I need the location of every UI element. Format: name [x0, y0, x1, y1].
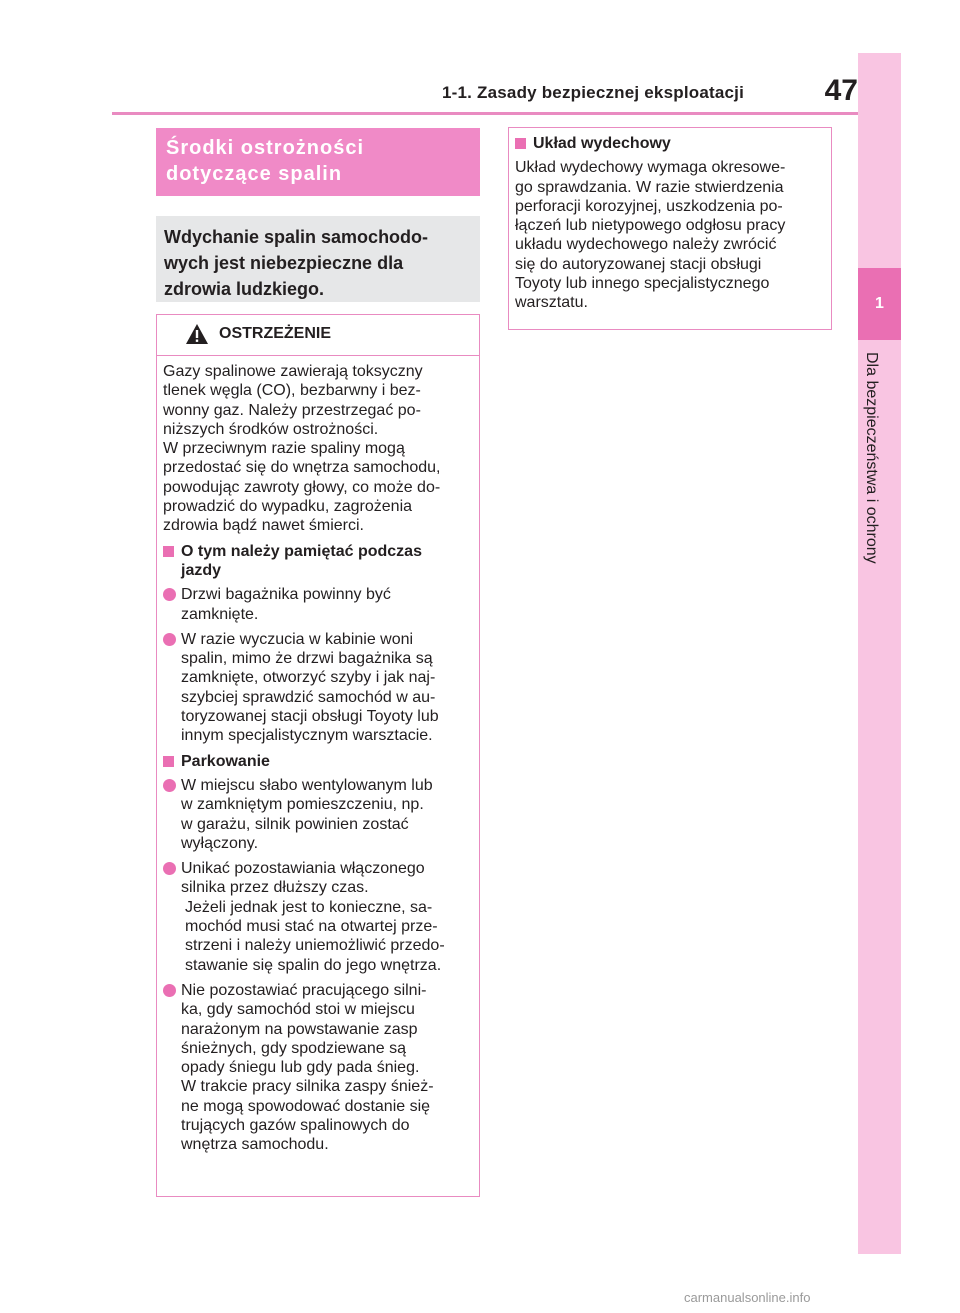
text-line: silnika przez dłuższy czas. [181, 879, 369, 897]
text-line: śnieżnych, gdy spodziewane są [181, 1039, 407, 1057]
text-line: mochód musi stać na otwartej prze- [185, 918, 438, 936]
round-bullet-icon [163, 588, 176, 601]
text-line: tlenek węgla (CO), bezbarwny i bez- [163, 382, 421, 400]
intro-line: zdrowia ludzkiego. [164, 279, 325, 299]
subheading-driving [163, 542, 473, 581]
text-line: szybciej sprawdzić samochód w au- [181, 688, 436, 706]
text-line: przedostać się do wnętrza samochodu, [163, 459, 441, 477]
text-line: ne mogą spowodować dostanie się [181, 1097, 431, 1115]
square-bullet-icon [163, 756, 174, 767]
text-line: wnętrza samochodu. [181, 1136, 329, 1154]
chapter-label: Dla bezpieczeństwa i ochrony [863, 352, 880, 564]
text-line: stawanie się spalin do jego wnętrza. [185, 956, 442, 974]
text-line: powodując zawroty głowy, co może do- [163, 478, 441, 496]
list-item [163, 981, 473, 1155]
text-line: w zamkniętym pomieszczeniu, np. [181, 796, 424, 814]
exhaust-system-box [508, 127, 832, 330]
page-number: 47 [824, 74, 858, 107]
text-line: Unikać pozostawiania włączonego [181, 860, 425, 878]
text-line: Gazy spalinowe zawierają toksyczny [163, 363, 423, 380]
list-item [163, 776, 473, 853]
text-line: w garażu, silnik powinien zostać [181, 815, 409, 833]
text-line: jazdy [181, 561, 222, 579]
text-line: innym specjalistycznym warsztacie. [181, 727, 433, 745]
section-title-line: dotyczące spalin [166, 163, 343, 185]
square-bullet-icon [515, 138, 526, 149]
text-line: ka, gdy samochód stoi w miejscu [181, 1001, 415, 1019]
text-line: opady śniegu lub gdy pada śnieg. [181, 1059, 420, 1077]
subheading-exhaust [515, 134, 825, 153]
warning-title: OSTRZEŻENIE [219, 325, 332, 342]
square-bullet-icon [163, 546, 174, 557]
text-line: zamknięte. [181, 605, 259, 623]
round-bullet-icon [163, 984, 176, 997]
text-line: Nie pozostawiać pracującego silni- [181, 981, 427, 999]
text-line: łączeń lub nietypowego odgłosu pracy [515, 217, 786, 235]
text-line: Układ wydechowy [533, 135, 671, 152]
text-line: Układ wydechowy wymaga okresowe- [515, 159, 786, 177]
text-line: Jeżeli jednak jest to konieczne, sa- [185, 898, 433, 916]
list-item [163, 585, 473, 624]
running-header: 1-1. Zasady bezpiecznej eksploatacji [442, 83, 744, 102]
warning-intro [163, 362, 473, 536]
round-bullet-icon [163, 862, 176, 875]
chapter-side-tab [858, 53, 901, 1254]
text-line: Drzwi bagażnika powinny być [181, 586, 391, 604]
text-line: go sprawdzania. W razie stwierdzenia [515, 178, 784, 196]
list-item [163, 859, 473, 975]
section-title-line: Środki ostrożności [166, 137, 365, 159]
intro-line: Wdychanie spalin samochodo- [164, 227, 429, 247]
text-line: warsztatu. [515, 294, 588, 312]
text-line: spalin, mimo że drzwi bagażnika są [181, 650, 433, 668]
warning-box [156, 314, 480, 1197]
chapter-number-tab: 1 [858, 268, 901, 340]
round-bullet-icon [163, 779, 176, 792]
section-title [156, 128, 480, 196]
text-line: Parkowanie [181, 752, 270, 770]
warning-body [157, 356, 479, 1155]
text-line: układu wydechowego należy zwrócić [515, 236, 777, 254]
list-item [163, 630, 473, 746]
intro-box [156, 216, 480, 302]
header-rule [112, 112, 859, 115]
text-line: wonny gaz. Należy przestrzegać po- [163, 401, 421, 419]
text-line: W razie wyczucia w kabinie woni [181, 630, 414, 648]
text-line: perforacji korozyjnej, uszkodzenia po- [515, 197, 783, 215]
text-line: prowadzić do wypadku, zagrożenia [163, 498, 413, 516]
text-line: trujących gazów spalinowych do [181, 1116, 410, 1134]
subheading-parking [163, 752, 473, 771]
text-line: W trakcie pracy silnika zaspy śnież- [181, 1078, 434, 1096]
round-bullet-icon [163, 633, 176, 646]
warning-header [157, 315, 479, 356]
text-line: narażonym na powstawanie zasp [181, 1020, 418, 1038]
text-line: W miejscu słabo wentylowanym lub [181, 776, 433, 794]
text-line: O tym należy pamiętać podczas [181, 542, 422, 560]
watermark: carmanualsonline.info [684, 1290, 811, 1305]
text-line: strzeni i należy uniemożliwić przedo- [185, 937, 445, 955]
text-line: niższych środków ostrożności. [163, 420, 379, 438]
text-line: W przeciwnym razie spaliny mogą [163, 440, 405, 458]
text-line: Toyoty lub innego specjalistycznego [515, 275, 770, 293]
text-line: wyłączony. [181, 834, 259, 852]
text-line: się do autoryzowanej stacji obsługi [515, 255, 762, 273]
text-line: toryzowanej stacji obsługi Toyoty lub [181, 708, 439, 726]
warning-triangle-icon [185, 323, 209, 345]
intro-line: wych jest niebezpieczne dla [164, 253, 404, 273]
text-line: zdrowia bądź nawet śmierci. [163, 517, 364, 535]
text-line: zamknięte, otworzyć szyby i jak naj- [181, 669, 436, 687]
